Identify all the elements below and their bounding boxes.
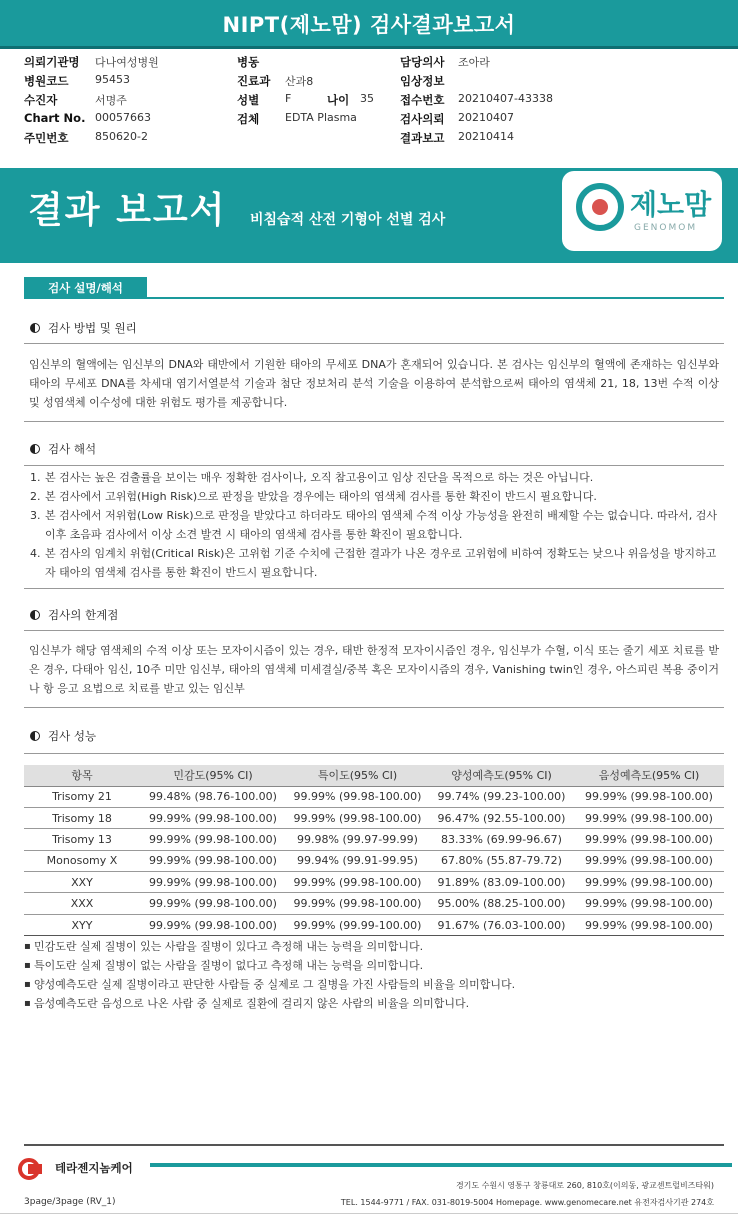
interpretation-heading	[30, 441, 96, 457]
table-cell: 99.48% (98.76-100.00)	[140, 786, 286, 807]
list-item-number: 2.	[30, 490, 41, 503]
value-hospital-code: 95453	[95, 73, 130, 86]
table-cell: 83.33% (69.99-96.67)	[429, 829, 574, 850]
divider	[24, 753, 724, 754]
info-row-4	[0, 111, 738, 130]
table-row	[24, 872, 724, 893]
table-cell: 99.99% (99.98-100.00)	[574, 914, 724, 935]
performance-notes	[24, 937, 515, 1013]
label-receipt-no: 접수번호	[400, 93, 445, 107]
value-institution: 다나여성병원	[95, 56, 159, 69]
table-row	[24, 807, 724, 828]
logo-text: 제노맘	[630, 188, 712, 221]
genomom-logo	[562, 171, 722, 251]
table-cell: XXY	[24, 872, 140, 893]
label-institution: 의뢰기관명	[24, 55, 80, 69]
label-report-date: 결과보고	[400, 131, 445, 145]
label-ward: 병동	[237, 55, 260, 69]
column-header: 항목	[24, 765, 140, 786]
limits-heading-text: 검사의 한계점	[48, 608, 119, 622]
label-hospital-code: 병원코드	[24, 74, 69, 88]
table-cell: 99.99% (99.98-100.00)	[140, 807, 286, 828]
table-cell: Trisomy 18	[24, 807, 140, 828]
table-row	[24, 829, 724, 850]
table-cell: 99.99% (99.98-100.00)	[140, 872, 286, 893]
list-item-text: 본 검사에서 저위험(Low Risk)으로 판정을 받았다고 하더라도 태아의 염색체 수적 이상 가능성을 완전히 배제할 수는 없습니다. 따라서, 검사 이후 초음파 검사에서 이상 소견 발견 시 태아의 염색체 검사를 통한 확진이 필요합니다.	[45, 509, 718, 541]
table-cell: 67.80% (55.87-79.72)	[429, 850, 574, 871]
value-report-date: 20210414	[458, 130, 514, 143]
value-doctor: 조아라	[458, 56, 490, 69]
note-item: ▪ 음성예측도란 음성으로 나온 사람 중 실제로 질환에 걸리지 않은 사람의 비율을 의미합니다.	[24, 994, 515, 1013]
half-circle-icon	[30, 610, 40, 620]
genomom-logo-icon	[576, 183, 624, 231]
column-header: 특이도(95% CI)	[286, 765, 429, 786]
table-cell: XXX	[24, 893, 140, 914]
table-cell: 99.99% (99.98-100.00)	[140, 914, 286, 935]
value-receipt-no: 20210407-43338	[458, 92, 553, 105]
method-heading-text: 검사 방법 및 원리	[48, 321, 137, 335]
value-department: 산과8	[285, 75, 314, 88]
interpretation-heading-text: 검사 해석	[48, 442, 97, 456]
value-request-date: 20210407	[458, 111, 514, 124]
value-chart-no: 00057663	[95, 111, 151, 124]
label-chart-no: Chart No.	[24, 111, 86, 125]
note-item: ▪ 특이도란 실제 질병이 없는 사람을 질병이 없다고 측정해 내는 능력을 의미합니다.	[24, 956, 515, 975]
divider	[24, 588, 724, 589]
table-cell: 95.00% (88.25-100.00)	[429, 893, 574, 914]
table-cell: 99.99% (99.98-100.00)	[286, 872, 429, 893]
label-resident-no: 주민번호	[24, 131, 69, 145]
column-header: 양성예측도(95% CI)	[429, 765, 574, 786]
list-item	[30, 487, 720, 506]
footer-divider	[24, 1144, 724, 1146]
table-cell: 99.98% (99.97-99.99)	[286, 829, 429, 850]
divider	[24, 707, 724, 708]
table-cell: 96.47% (92.55-100.00)	[429, 807, 574, 828]
table-row	[24, 893, 724, 914]
table-row	[24, 914, 724, 935]
info-row-3	[0, 92, 738, 111]
label-age: 나이	[327, 93, 350, 107]
table-row	[24, 850, 724, 871]
table-cell: 99.99% (99.98-100.00)	[286, 786, 429, 807]
column-header: 민감도(95% CI)	[140, 765, 286, 786]
value-resident-no: 850620-2	[95, 130, 148, 143]
performance-heading-text: 검사 성능	[48, 729, 97, 743]
page-bottom-border	[0, 1213, 738, 1221]
footer-accent-bar	[150, 1163, 732, 1167]
column-header: 음성예측도(95% CI)	[574, 765, 724, 786]
method-heading	[30, 320, 137, 336]
performance-heading	[30, 728, 96, 744]
patient-info	[0, 54, 738, 154]
table-cell: 99.94% (99.91-99.95)	[286, 850, 429, 871]
table-cell: Monosomy X	[24, 850, 140, 871]
section-tab: 검사 설명/해석	[24, 277, 147, 299]
table-cell: 99.99% (99.99-100.00)	[286, 914, 429, 935]
table-cell: Trisomy 13	[24, 829, 140, 850]
table-cell: Trisomy 21	[24, 786, 140, 807]
label-department: 진료과	[237, 74, 271, 88]
table-cell: 99.74% (99.23-100.00)	[429, 786, 574, 807]
table-cell: 99.99% (99.98-100.00)	[286, 807, 429, 828]
report-title: NIPT(제노맘) 검사결과보고서	[222, 13, 516, 37]
performance-table	[24, 765, 724, 936]
label-request-date: 검사의뢰	[400, 112, 445, 126]
logo-subtext: GENOMOM	[634, 223, 698, 233]
company-address: 경기도 수원시 영통구 창룡대로 260, 810호(이의동, 광교센트럴비즈타워)	[455, 1181, 714, 1190]
table-cell: 91.89% (83.09-100.00)	[429, 872, 574, 893]
info-row-1	[0, 54, 738, 73]
table-cell: 99.99% (99.98-100.00)	[140, 893, 286, 914]
banner-title: 결과 보고서	[28, 190, 227, 231]
note-item: ▪ 민감도란 실제 질병이 있는 사람을 질병이 있다고 측정해 내는 능력을 의미합니다.	[24, 937, 515, 956]
divider	[24, 465, 724, 466]
value-patient: 서명주	[95, 94, 127, 107]
list-item	[30, 468, 720, 487]
table-cell: 99.99% (99.98-100.00)	[574, 829, 724, 850]
company-logo-icon	[18, 1158, 48, 1180]
table-header-row	[24, 765, 724, 786]
half-circle-icon	[30, 323, 40, 333]
tab-underline	[24, 297, 724, 299]
banner-subtitle: 비침습적 산전 기형아 선별 검사	[250, 212, 446, 228]
divider	[24, 421, 724, 422]
list-item-text: 본 검사는 높은 검출률을 보이는 매우 정확한 검사이나, 오직 참고용이고 임상 진단을 목적으로 하는 것은 아닙니다.	[45, 471, 594, 484]
divider	[24, 343, 724, 344]
report-title-bar	[0, 0, 738, 49]
value-age: 35	[360, 92, 374, 105]
list-item-number: 3.	[30, 509, 41, 522]
limits-heading	[30, 607, 118, 623]
list-item-number: 4.	[30, 547, 41, 560]
table-cell: 91.67% (76.03-100.00)	[429, 914, 574, 935]
list-item-number: 1.	[30, 471, 41, 484]
company-name: 테라젠지놈케어	[55, 1161, 133, 1175]
table-cell: XYY	[24, 914, 140, 935]
table-cell: 99.99% (99.98-100.00)	[286, 893, 429, 914]
half-circle-icon	[30, 444, 40, 454]
table-cell: 99.99% (99.98-100.00)	[574, 807, 724, 828]
value-sex: F	[285, 92, 292, 105]
label-specimen: 검체	[237, 112, 260, 126]
interpretation-list	[30, 468, 720, 582]
table-cell: 99.99% (99.98-100.00)	[140, 829, 286, 850]
label-sex: 성별	[237, 93, 260, 107]
list-item-text: 본 검사에서 고위험(High Risk)으로 판정을 받았을 경우에는 태아의 염색체 검사를 통한 확진이 반드시 필요합니다.	[45, 490, 597, 503]
page-number: 3page/3page (RV_1)	[24, 1197, 116, 1207]
label-doctor: 담당의사	[400, 55, 445, 69]
half-circle-icon	[30, 731, 40, 741]
divider	[24, 630, 724, 631]
list-item-text: 본 검사의 임계치 위험(Critical Risk)은 고위험 기준 수치에 근접한 결과가 나온 경우로 고위험에 비하여 정확도는 낮으나 위음성을 방지하고자 태아의 염색체 검사를 통한 확진이 반드시 필요합니다.	[45, 547, 717, 579]
list-item	[30, 544, 720, 582]
company-contact: TEL. 1544-9771 / FAX. 031-8019-5004 Homepage. www.genomecare.net 유전자검사기관 274호	[340, 1198, 714, 1207]
result-banner	[0, 168, 738, 263]
info-row-5	[0, 130, 738, 149]
label-clinical-info: 임상정보	[400, 74, 445, 88]
table-cell: 99.99% (99.98-100.00)	[574, 872, 724, 893]
table-cell: 99.99% (99.98-100.00)	[574, 893, 724, 914]
list-item	[30, 506, 720, 544]
note-item: ▪ 양성예측도란 실제 질병이라고 판단한 사람들 중 실제로 그 질병을 가진 사람들의 비율을 의미합니다.	[24, 975, 515, 994]
method-body: 임신부의 혈액에는 임신부의 DNA와 태반에서 기원한 태아의 무세포 DNA가 혼재되어 있습니다. 본 검사는 임신부의 혈액에 존재하는 임신부와 태아의 무세포 DNA를 차세대 염기서열분석 기술과 첨단 정보처리 분석 기술을 이용하여 분석함으로써 태아의 염색체 21, 18, 13번 수적 이상 및 성염색체 이수성에 대한 위험도 평가를 제공합니다.	[29, 358, 719, 409]
info-row-2	[0, 73, 738, 92]
table-cell: 99.99% (99.98-100.00)	[574, 850, 724, 871]
value-specimen: EDTA Plasma	[285, 111, 357, 124]
table-cell: 99.99% (99.98-100.00)	[140, 850, 286, 871]
label-patient: 수진자	[24, 93, 58, 107]
table-cell: 99.99% (99.98-100.00)	[574, 786, 724, 807]
limits-body: 임신부가 해당 염색체의 수적 이상 또는 모자이시즘이 있는 경우, 태반 한정적 모자이시즘인 경우, 임신부가 수혈, 이식 또는 줄기 세포 치료를 받은 경우, 다태아 임신, 10주 미만 임신부, 태아의 염색체 미세결실/중복 혹은 모자이시즘의 경우, Vanishing twin인 경우, 아스피린 복용 중이거나 항 응고 요법으로 치료를 받고 있는 임신부	[29, 644, 719, 695]
table-row	[24, 786, 724, 807]
